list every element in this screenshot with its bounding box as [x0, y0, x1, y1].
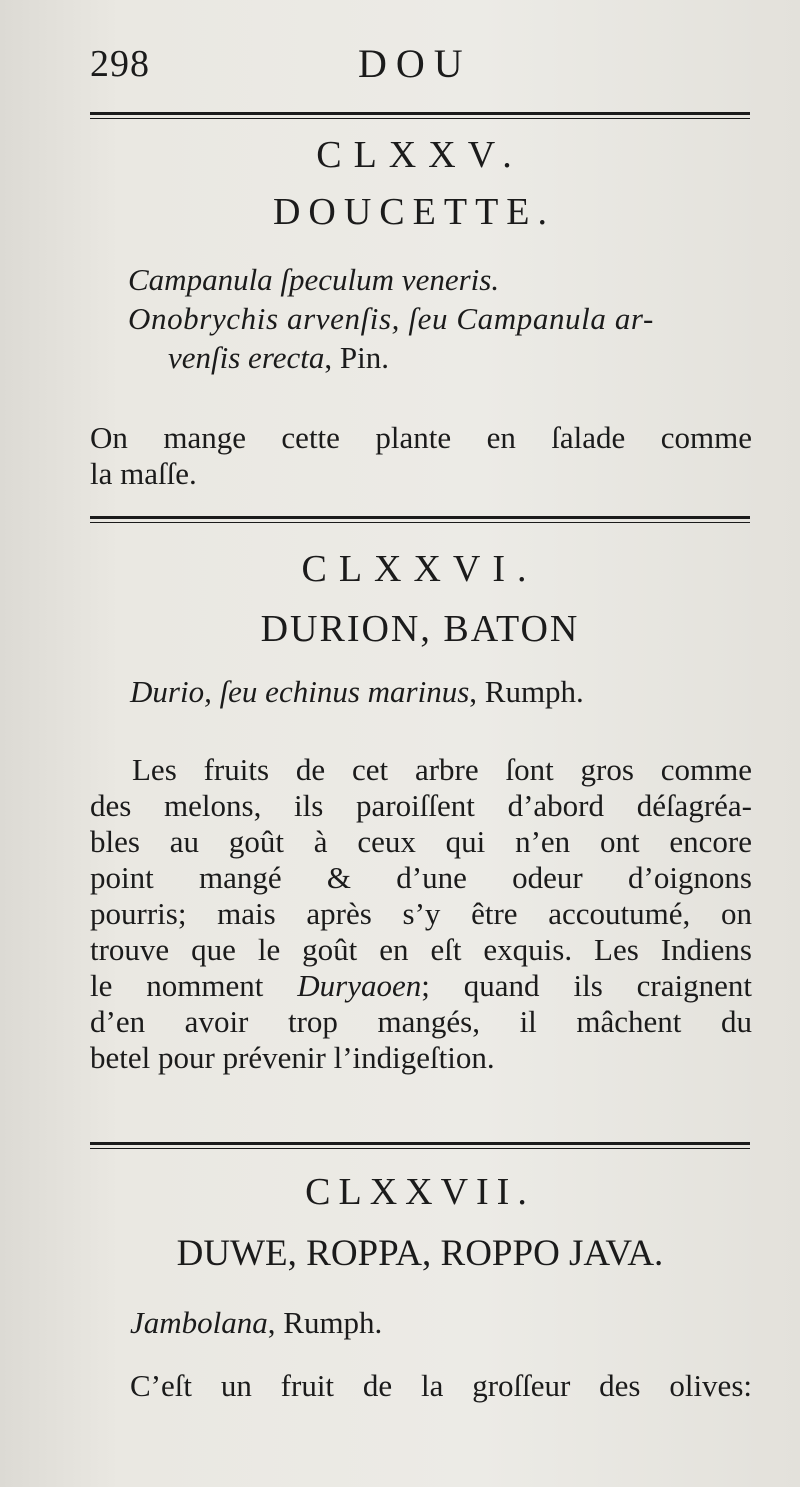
- latin-name: Onobrychis arvenſis, ſeu Campanula ar-: [128, 301, 654, 336]
- entry-numeral: CLXXV.: [316, 134, 524, 176]
- page-number: 298: [90, 43, 150, 85]
- entry-numeral: CLXXVI.: [301, 548, 539, 590]
- latin-name: Durio, ſeu echinus marinus, Rumph.: [130, 674, 584, 709]
- latin-name: Campanula ſpeculum veneris.: [128, 262, 500, 297]
- latin-name: venſis erecta, Pin.: [168, 340, 389, 375]
- latin-name: Jambolana, Rumph.: [130, 1305, 383, 1340]
- entry-text: Les fruits de cet arbre ſont gros comme des melons, ils paroiſſent d’abord déſagréa- bles au goût à ceux qui n’en ont encore point mangé & d’une odeur d’oignons pourris; mais après s’y être accoutumé, on trouve que le goût en eſt exquis. Les Indiens le nomment Duryaoen; quand ils craignent d’en avoir trop mangés, il mâchent du betel pour prévenir l’indigeſtion.: [90, 752, 752, 1075]
- entry-text: C’eſt un fruit de la groſſeur des olives:: [130, 1368, 752, 1403]
- entry-title: DURION, BATON: [260, 608, 580, 650]
- page-header: [90, 40, 750, 100]
- running-head: DOU: [358, 41, 472, 86]
- section-rule: [90, 516, 750, 519]
- entry-title: DOUCETTE.: [272, 191, 556, 233]
- entry-numeral: CLXXVII.: [305, 1171, 535, 1213]
- entry-title: DUWE, ROPPA, ROPPO JAVA.: [176, 1233, 664, 1274]
- header-rule: [90, 112, 750, 115]
- entry-text: On mange cette plante en ſalade comme la maſſe.: [90, 420, 752, 491]
- section-rule: [90, 1142, 750, 1145]
